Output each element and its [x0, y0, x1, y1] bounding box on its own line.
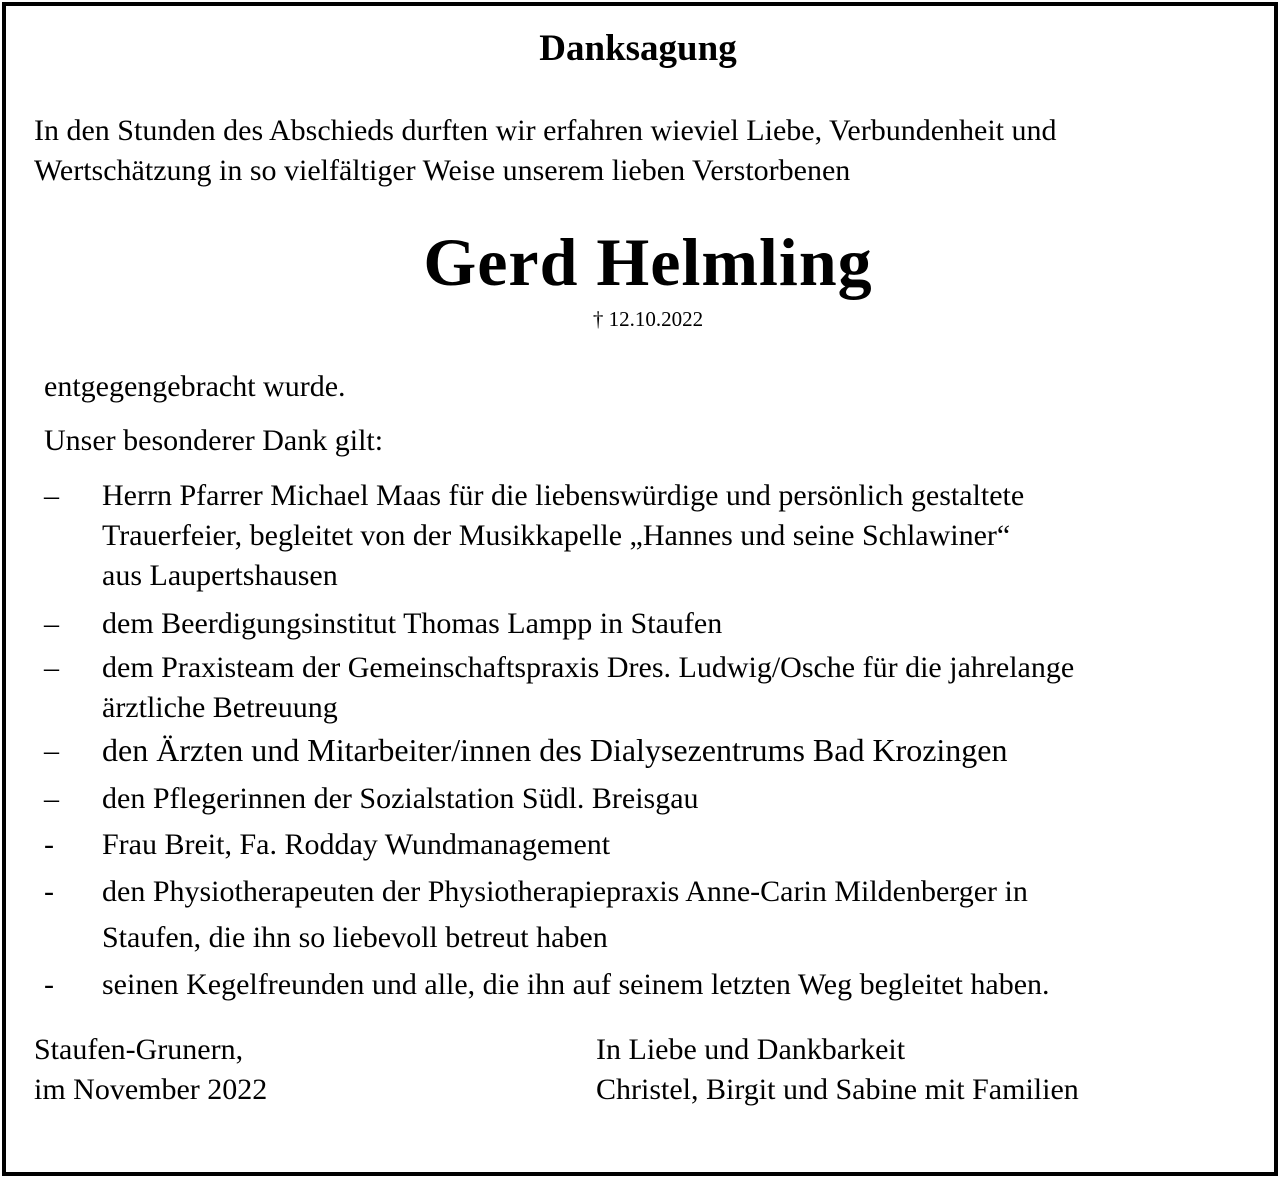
list-dash: -	[44, 828, 54, 861]
thanks-item-line: dem Beerdigungsinstitut Thomas Lampp in Staufen	[102, 607, 723, 640]
continuation-text: entgegengebracht wurde.	[44, 370, 346, 403]
thanks-item-line: dem Praxisteam der Gemeinschaftspraxis Dres. Ludwig/Osche für die jahrelange	[102, 651, 1075, 684]
thanks-item-line: Staufen, die ihn so liebevoll betreut haben	[102, 921, 608, 954]
list-dash: –	[44, 607, 59, 640]
deceased-name: Gerd Helmling	[423, 224, 873, 300]
thanks-item-line: seinen Kegelfreunden und alle, die ihn auf seinem letzten Weg begleitet haben.	[102, 968, 1050, 1001]
thanks-intro: Unser besonderer Dank gilt:	[44, 424, 384, 457]
list-dash: –	[44, 651, 59, 684]
intro-line-2: Wertschätzung in so vielfältiger Weise unserem lieben Verstorbenen	[34, 154, 851, 187]
list-dash: –	[44, 479, 59, 512]
thanks-item-line: Trauerfeier, begleitet von der Musikkapelle „Hannes und seine Schlawiner“	[102, 519, 1011, 552]
list-dash: -	[44, 875, 54, 908]
thanks-item-line: den Physiotherapeuten der Physiotherapiepraxis Anne-Carin Mildenberger in	[102, 875, 1028, 908]
footer-signatories: Christel, Birgit und Sabine mit Familien	[596, 1073, 1079, 1106]
footer-date: im November 2022	[34, 1073, 268, 1106]
death-date: † 12.10.2022	[592, 307, 704, 331]
list-dash: -	[44, 968, 54, 1001]
thanks-item-line: Frau Breit, Fa. Rodday Wundmanagement	[102, 828, 611, 861]
thanks-item-line: ärztliche Betreuung	[102, 691, 338, 724]
notice-heading: Danksagung	[539, 28, 737, 69]
thanks-item-line: Herrn Pfarrer Michael Maas für die liebenswürdige und persönlich gestaltete	[102, 479, 1025, 512]
thanks-item-line: den Ärzten und Mitarbeiter/innen des Dialysezentrums Bad Krozingen	[102, 732, 1008, 768]
list-dash: –	[44, 734, 59, 767]
footer-closing: In Liebe und Dankbarkeit	[596, 1033, 906, 1066]
list-dash: –	[44, 782, 59, 815]
footer-place: Staufen-Grunern,	[34, 1033, 244, 1066]
thanks-item-line: den Pflegerinnen der Sozialstation Südl. Breisgau	[102, 782, 699, 815]
intro-line-1: In den Stunden des Abschieds durften wir erfahren wieviel Liebe, Verbundenheit und	[34, 114, 1057, 147]
thanks-item-line: aus Laupertshausen	[102, 559, 338, 592]
